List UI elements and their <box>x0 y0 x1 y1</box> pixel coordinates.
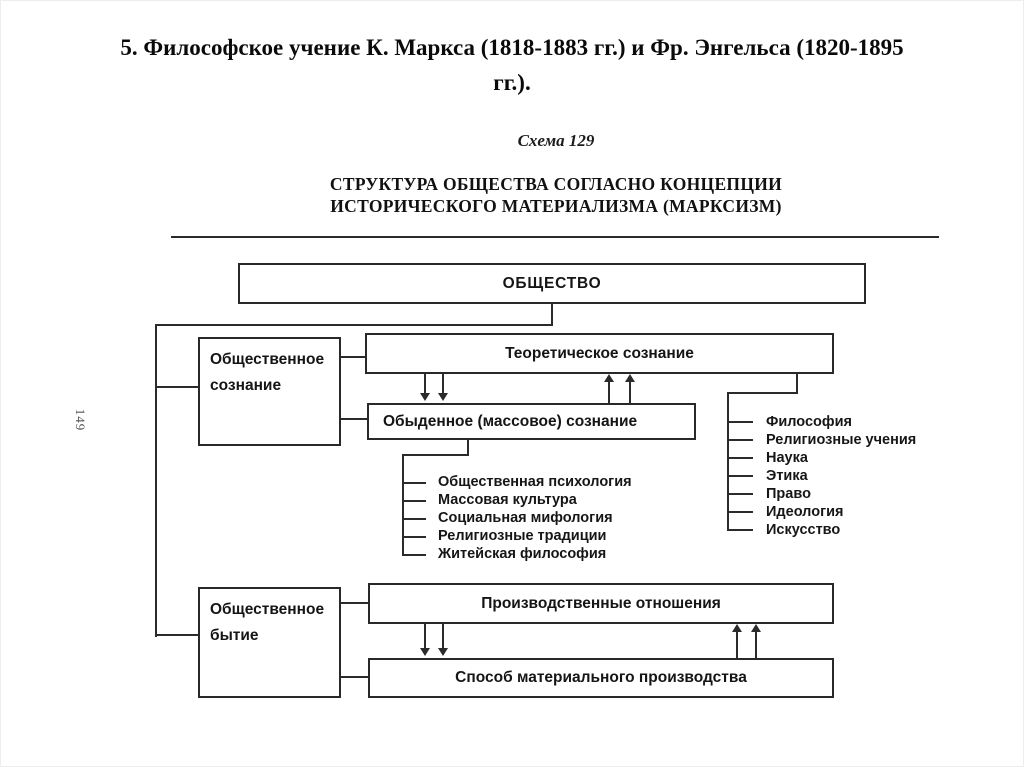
left-bracket-tick-1 <box>404 482 426 484</box>
production-mode-box: Способ материального производства <box>368 658 834 698</box>
arrow-down-3-head-icon <box>420 648 430 656</box>
arrow-up-3-line <box>736 631 738 658</box>
left-bracket-tick-5 <box>404 554 426 556</box>
schema-caption: Схема 129 <box>517 131 595 150</box>
right-bracket-horizontal <box>727 392 798 394</box>
ordinary-forms-list <box>438 473 632 563</box>
production-relations-box: Производственные отношения <box>368 583 834 624</box>
list-item: Философия <box>766 414 852 430</box>
schema-heading-line2: ИСТОРИЧЕСКОГО МАТЕРИАЛИЗМА (МАРКСИЗМ) <box>330 196 782 216</box>
arrow-down-4-head-icon <box>438 648 448 656</box>
schema-heading-line1: СТРУКТУРА ОБЩЕСТВА СОГЛАСНО КОНЦЕПЦИИ <box>329 174 783 194</box>
list-item: Этика <box>766 468 808 484</box>
list-item: Право <box>766 486 811 502</box>
connector-left-spine <box>155 324 157 637</box>
left-bracket-tick-3 <box>404 518 426 520</box>
slide-title-line1: 5. Философское учение К. Маркса (1818-1883 гг.) и Фр. Энгельса (1820-1895 <box>120 35 904 60</box>
arrow-up-2-line <box>629 381 631 403</box>
list-item: Религиозные традиции <box>438 528 607 544</box>
schema-heading <box>206 173 906 217</box>
left-bracket-tick-2 <box>404 500 426 502</box>
theoretical-forms-list <box>766 413 916 539</box>
stub-being-mode <box>341 676 368 678</box>
right-bracket-tick-2 <box>729 439 753 441</box>
slide-title-line2: гг.). <box>493 70 531 95</box>
arrow-down-1-line <box>424 374 426 395</box>
stub-to-social-being <box>157 634 198 636</box>
list-item: Религиозные учения <box>766 432 917 448</box>
list-item: Общественная психология <box>438 474 632 490</box>
connector-society-vertical <box>551 303 553 326</box>
left-bracket-tick-4 <box>404 536 426 538</box>
arrow-up-1-line <box>608 381 610 403</box>
right-bracket-tick-5 <box>729 493 753 495</box>
right-bracket-tick-7 <box>729 529 753 531</box>
social-consciousness-box: Общественное сознание <box>198 337 341 446</box>
arrow-up-4-line <box>755 631 757 658</box>
social-being-box: Общественное бытие <box>198 587 341 698</box>
arrow-down-1-head-icon <box>420 393 430 401</box>
list-item: Массовая культура <box>438 492 577 508</box>
right-bracket-drop <box>796 373 798 394</box>
right-bracket-tick-3 <box>729 457 753 459</box>
page-number: 149 <box>73 408 88 432</box>
arrow-down-2-head-icon <box>438 393 448 401</box>
list-item: Искусство <box>766 522 841 538</box>
stub-to-social-consciousness <box>157 386 198 388</box>
right-bracket-tick-6 <box>729 511 753 513</box>
list-item: Идеология <box>766 504 844 520</box>
society-box: ОБЩЕСТВО <box>238 263 866 304</box>
top-rule <box>171 236 939 238</box>
arrow-down-2-line <box>442 374 444 395</box>
list-item: Социальная мифология <box>438 510 613 526</box>
stub-consciousness-theoretical <box>341 356 365 358</box>
theoretical-consciousness-box: Теоретическое сознание <box>365 333 834 374</box>
slide-title <box>52 30 972 100</box>
right-bracket-tick-1 <box>729 421 753 423</box>
arrow-down-3-line <box>424 623 426 649</box>
list-item: Житейская философия <box>438 546 607 562</box>
left-bracket-horizontal <box>402 454 469 456</box>
connector-main-horizontal <box>155 324 553 326</box>
left-bracket-spine <box>402 454 404 556</box>
arrow-down-4-line <box>442 623 444 649</box>
stub-consciousness-ordinary <box>341 418 367 420</box>
stub-being-relations <box>341 602 368 604</box>
right-bracket-tick-4 <box>729 475 753 477</box>
list-item: Наука <box>766 450 808 466</box>
ordinary-consciousness-box: Обыденное (массовое) сознание <box>367 403 696 440</box>
